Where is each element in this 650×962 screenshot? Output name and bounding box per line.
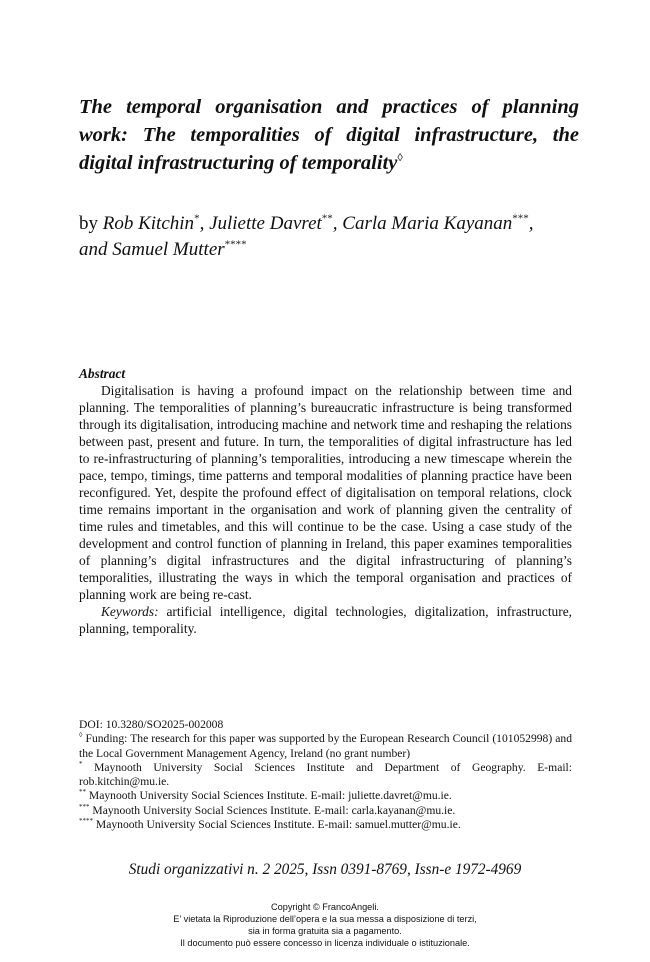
affiliation-text: Maynooth University Social Sciences Institute. E-mail: carla.kayanan@mu.ie. <box>92 803 456 817</box>
affiliation-note <box>79 789 572 803</box>
by-label: by <box>79 213 98 234</box>
copyright-line: Copyright © FrancoAngeli. <box>271 902 379 912</box>
article-title <box>79 93 579 177</box>
funding-note <box>79 732 572 761</box>
affiliation-text: Maynooth University Social Sciences Institute and Department of Geography. E-mail: rob.kitchin@mu.ie. <box>79 760 572 789</box>
author-line <box>79 211 589 263</box>
footnotes <box>79 718 572 832</box>
author-mark: * <box>194 212 200 225</box>
keywords-paragraph <box>79 603 572 637</box>
author-name: and Samuel Mutter <box>79 239 225 260</box>
doi: DOI: 10.3280/SO2025-002008 <box>79 718 224 731</box>
funding-mark: ◊ <box>79 731 83 740</box>
copyright-notice <box>0 901 650 949</box>
affiliation-mark: **** <box>79 817 93 826</box>
affiliation-note <box>79 818 572 832</box>
copyright-line: E’ vietata la Riproduzione dell’opera e la sua messa a disposizione di terzi, <box>173 914 477 924</box>
funding-text: Funding: The research for this paper was supported by the European Research Council (101052998) and the Local Government Management Agency, Ireland (no grant number) <box>79 732 572 760</box>
affiliation-text: Maynooth University Social Sciences Institute. E-mail: juliette.davret@mu.ie. <box>88 789 452 803</box>
affiliation-mark: * <box>79 760 83 769</box>
affiliation-note <box>79 761 572 790</box>
author-name: Juliette Davret <box>209 213 322 234</box>
author-separator: , <box>528 213 534 234</box>
author-mark: *** <box>512 212 529 225</box>
affiliation-note <box>79 804 572 818</box>
copyright-line: Il documento può essere concesso in licenza individuale o istituzionale. <box>180 938 470 948</box>
abstract-body: Digitalisation is having a profound impact on the relationship between time and planning. The temporalities of planning’s bureaucratic infrastructure is being transformed through its digitalisation, introducing machine and network time and reshaping the relations between past, present and future. In turn, the temporalities of digital infrastructure has led to re-infrastructuring of planning’s temporalities, introducing a new timescape wherein the pace, tempo, timings, time patterns and temporal modalities of planning practice have been reconfigured. Yet, despite the profound effect of digitalisation on temporal relations, clock time remains important in the organisation and work of planning given the centrality of time rules and timetables, and this will continue to be the case. Using a case study of the development and control function of planning in Ireland, this paper examines temporalities of planning’s digital infrastructures and the digital infrastructuring of planning’s temporalities, illustrating the ways in which the temporal organisation and practices of planning work are being re-cast. <box>79 383 572 602</box>
journal-citation: Studi organizzativi n. 2 2025, Issn 0391-8769, Issn-e 1972-4969 <box>128 861 522 878</box>
affiliation-text: Maynooth University Social Sciences Institute. E-mail: samuel.mutter@mu.ie. <box>95 818 461 832</box>
title-text: The temporal organisation and practices of planning work: The temporalities of digital infrastructure, the digital infrastructuring of temporality <box>79 96 579 174</box>
abstract-section <box>79 365 572 637</box>
author-name: Carla Maria Kayanan <box>342 213 513 234</box>
author-mark: ** <box>321 212 333 225</box>
keywords-label: Keywords: <box>101 604 159 619</box>
keywords-list: artificial intelligence, digital technologies, digitalization, infrastructure, planning, temporality. <box>79 604 572 636</box>
author-separator: , <box>332 213 343 234</box>
author-mark: **** <box>224 238 247 251</box>
copyright-line: sia in forma gratuita sia a pagamento. <box>248 926 402 936</box>
title-footnote-mark: ◊ <box>397 152 403 165</box>
abstract-heading: Abstract <box>79 366 126 381</box>
affiliation-mark: *** <box>79 802 90 811</box>
author-name: Rob Kitchin <box>102 213 195 234</box>
author-separator: , <box>199 213 210 234</box>
affiliation-mark: ** <box>79 788 86 797</box>
